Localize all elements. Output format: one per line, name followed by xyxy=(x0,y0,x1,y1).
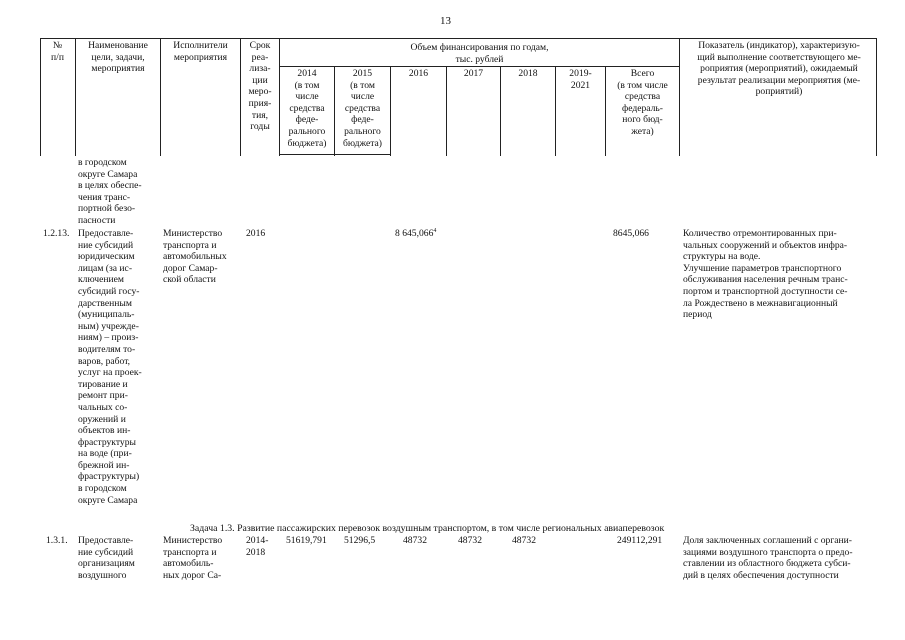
header-indicator: Показатель (индикатор), характеризую- щий выполнение соответствующего ме- роприятия (мероприятий), ожидаемый результат реализации мероприятия (ме- роприятий) xyxy=(697,40,861,98)
header-2015: 2015 (в том числе средства феде- рального бюджета) xyxy=(343,68,382,149)
row-1-3-1-total: 249112,291 xyxy=(617,535,663,546)
header-2016: 2016 xyxy=(408,68,429,79)
header-name: Наименование цели, задачи, мероприятия xyxy=(88,40,148,75)
header-total: Всего (в том числе средства федераль- ного бюд- жета) xyxy=(617,68,668,137)
task-heading: Задача 1.3. Развитие пассажирских перевозок воздушным транспортом, в том числе региональных авиаперевозок xyxy=(190,523,665,534)
header-finance: Объем финансирования по годам, тыс. рублей xyxy=(410,42,549,65)
row-1-2-13-total: 8645,066 xyxy=(613,228,649,239)
row-1-3-1-value-2016: 48732 xyxy=(403,535,427,546)
footnote-mark: 4 xyxy=(433,227,437,234)
table-border-top xyxy=(40,38,877,39)
row-1-3-1-num: 1.3.1. xyxy=(46,535,68,546)
row-1-3-1-executor: Министерство транспорта и автомобиль- ных дорог Са- xyxy=(163,535,223,581)
page-number: 13 xyxy=(440,15,451,27)
table-border-right xyxy=(876,38,877,156)
row-1-3-1-value-2017: 48732 xyxy=(458,535,482,546)
row-1-2-13-name: Предоставле- ние субсидий юридическим лицам (за ис- ключением субсидий госу- дарственным (муниципаль- ным) учрежде- ниям) – произ- водителям то- варов, работ, услуг на проек- тирование и ремонт при- чальных со- оружений и объектов ин- фраструктуры на воде (при- брежной ин- фраструктуры) в городском округе Самара xyxy=(78,228,142,506)
row-1-3-1-value-2018: 48732 xyxy=(512,535,536,546)
header-executors: Исполнители мероприятия xyxy=(173,40,228,63)
value-2016: 8 645,066 xyxy=(395,228,434,239)
col-divider xyxy=(679,38,680,156)
header-term: Срок реа- лиза- ции меро- прия- тия, годы xyxy=(248,40,272,133)
finance-subheader-line xyxy=(279,66,679,67)
header-2014: 2014 (в том числе средства феде- рального бюджета) xyxy=(287,68,327,149)
row-1-3-1-indicator: Доля заключенных соглашений с органи- зациями воздушного транспорта о предо- ставлении из областного бюджета субси- дий в целях обеспечения доступности xyxy=(683,535,853,581)
row-1-2-13-num: 1.2.13. xyxy=(43,228,70,239)
header-2017: 2017 xyxy=(463,68,484,79)
continued-text: в городском округе Самара в целях обеспе- чения транс- портной безо- пасности xyxy=(78,157,142,226)
row-1-2-13-indicator: Количество отремонтированных при- чальных сооружений и объектов инфра- структуры на воде. Улучшение параметров транспортного обслуживания населения речным транс- портом и транспортной доступности се- ла Рождествено в межнавигационный период xyxy=(683,228,848,321)
row-1-3-1-name: Предоставле- ние субсидий организациям воздушного xyxy=(78,535,135,581)
row-1-2-13-executor: Министерство транспорта и автомобильных дорог Самар- ской области xyxy=(163,228,227,286)
row-1-3-1-value-2014: 51619,791 xyxy=(286,535,327,546)
row-1-3-1-value-2015: 51296,5 xyxy=(344,535,376,546)
header-num: № п/п xyxy=(51,40,64,63)
row-1-3-1-term: 2014- 2018 xyxy=(246,535,269,558)
row-1-2-13-value-2016 xyxy=(395,228,447,240)
row-1-2-13-term: 2016 xyxy=(246,228,266,239)
header-2019-2021: 2019- 2021 xyxy=(569,68,592,91)
header-2018: 2018 xyxy=(518,68,538,79)
